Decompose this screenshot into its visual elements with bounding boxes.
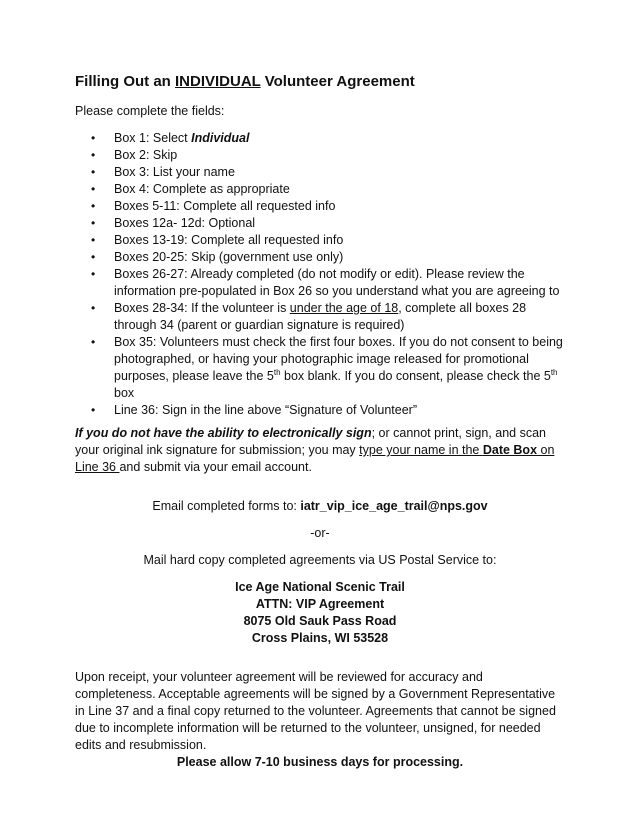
intro-text: Please complete the fields: bbox=[75, 104, 225, 118]
list-item-box26-27: • Boxes 26-27: Already completed (do not modify or edit). Please review the information pre-populated in Box 26 so you understand what you are agreeing to bbox=[91, 267, 560, 298]
document-page bbox=[75, 72, 565, 771]
bullet-icon: • bbox=[91, 267, 96, 281]
processing-note: Please allow 7-10 business days for processing. bbox=[176, 755, 464, 769]
list-item-box35: • Box 35: Volunteers must check the first four boxes. If you do not consent to being photographed, or having your photographic image released for promotional purposes, please leave the 5th box blank. If you do consent, please check the 5th box bbox=[91, 335, 563, 400]
mail-instruction: Mail hard copy completed agreements via US Postal Service to: bbox=[143, 553, 497, 567]
bullet-icon: • bbox=[91, 250, 96, 264]
bullet-icon: • bbox=[91, 216, 96, 230]
list-item-box28-34: • Boxes 28-34: If the volunteer is under the age of 18, complete all boxes 28 through 34 (parent or guardian signature is required) bbox=[91, 301, 527, 332]
esign-paragraph: If you do not have the ability to electronically sign; or cannot print, sign, and scan your original ink signature for submission; you may type your name in the Date Box on Line 36 and submit via your email account. bbox=[75, 426, 555, 474]
or-separator: -or- bbox=[310, 526, 330, 540]
list-item-box13-19: • Boxes 13-19: Complete all requested info bbox=[91, 233, 344, 247]
list-item-box3: • Box 3: List your name bbox=[91, 165, 235, 179]
bullet-icon: • bbox=[91, 148, 96, 162]
page-title: Filling Out an INDIVIDUAL Volunteer Agreement bbox=[75, 73, 415, 90]
bullet-icon: • bbox=[91, 335, 96, 349]
address-line-3: 8075 Old Sauk Pass Road bbox=[243, 614, 397, 628]
list-item-box2: • Box 2: Skip bbox=[91, 148, 178, 162]
bullet-icon: • bbox=[91, 199, 96, 213]
email-instruction: Email completed forms to: iatr_vip_ice_age_trail@nps.gov bbox=[152, 499, 488, 513]
email-address[interactable]: iatr_vip_ice_age_trail@nps.gov bbox=[300, 499, 488, 513]
bullet-icon: • bbox=[91, 301, 96, 315]
list-item-box5-11: • Boxes 5-11: Complete all requested info bbox=[91, 199, 336, 213]
list-item-box20-25: • Boxes 20-25: Skip (government use only) bbox=[91, 250, 344, 264]
list-item-box1: • Box 1: Select Individual bbox=[91, 131, 250, 145]
list-item-box12: • Boxes 12a- 12d: Optional bbox=[91, 216, 256, 230]
title-emphasis: INDIVIDUAL bbox=[175, 73, 261, 90]
fields-list bbox=[75, 130, 565, 419]
list-item-box4: • Box 4: Complete as appropriate bbox=[91, 182, 290, 196]
address-line-4: Cross Plains, WI 53528 bbox=[251, 631, 389, 645]
mailing-address bbox=[75, 579, 565, 647]
address-line-1: Ice Age National Scenic Trail bbox=[235, 580, 405, 594]
address-line-2: ATTN: VIP Agreement bbox=[255, 597, 385, 611]
bullet-icon: • bbox=[91, 403, 96, 417]
closing-paragraph: Upon receipt, your volunteer agreement will be reviewed for accuracy and completeness. Acceptable agreements will be signed by a Government Representative in Line 37 and a final copy returned to the volunteer. Agreements that cannot be signed due to incomplete information will be returned to the volunteer, unsigned, for needed edits and resubmission. bbox=[75, 670, 556, 752]
bullet-icon: • bbox=[91, 182, 96, 196]
bullet-icon: • bbox=[91, 165, 96, 179]
bullet-icon: • bbox=[91, 233, 96, 247]
list-item-line36: • Line 36: Sign in the line above “Signature of Volunteer” bbox=[91, 403, 417, 417]
bullet-icon: • bbox=[91, 131, 96, 145]
